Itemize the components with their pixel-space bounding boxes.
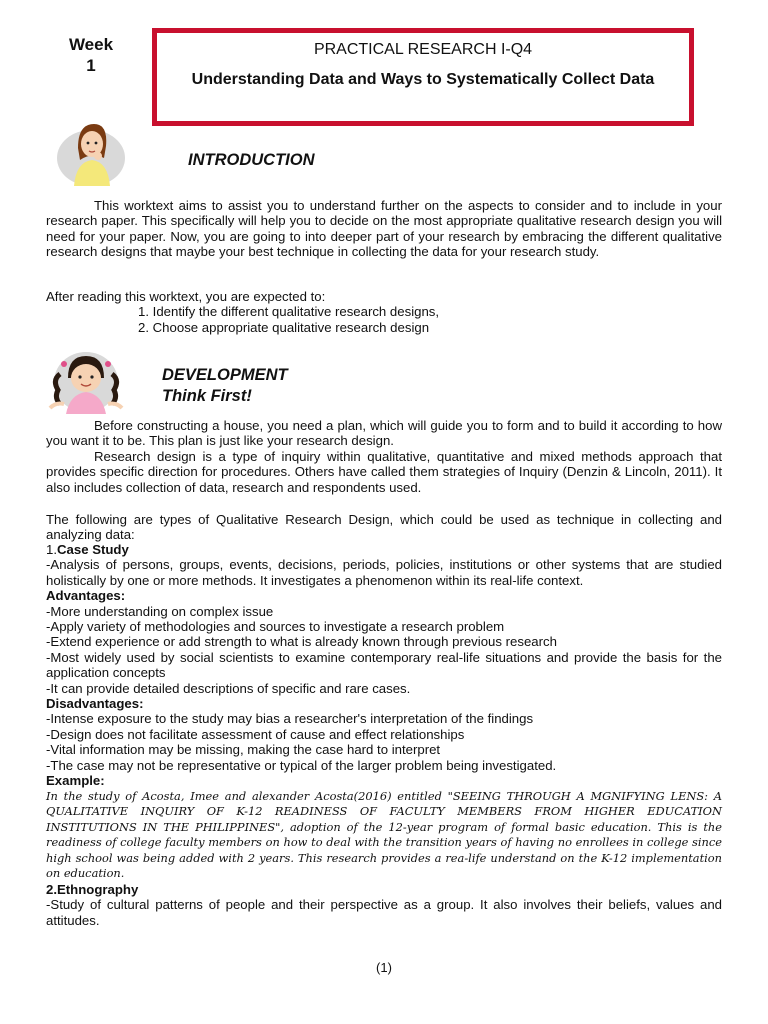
- advantage-item: -It can provide detailed descriptions of specific and rare cases.: [46, 680, 411, 696]
- development-heading-block: [162, 365, 288, 407]
- girl-pigtails-illustration: [46, 350, 126, 416]
- objectives-list: [46, 304, 722, 335]
- introduction-heading: INTRODUCTION: [188, 151, 315, 169]
- week-text: Week: [68, 35, 114, 54]
- objective-item: 1. Identify the different qualitative research designs,: [138, 304, 440, 320]
- development-subheading: Think First!: [162, 387, 252, 405]
- title-box: [152, 28, 694, 126]
- document-title: PRACTICAL RESEARCH I-Q4: [313, 41, 533, 58]
- disadvantages-label: Disadvantages:: [46, 696, 144, 712]
- advantage-item: -Most widely used by social scientists to examine contemporary real-life situations and provide the basis for the application concepts: [46, 649, 722, 681]
- week-number: 1: [86, 56, 96, 75]
- development-paragraph-1: Before constructing a house, you need a plan, which will guide you to form and to build it according to how you want it to be. This plan is just like your research design.: [46, 418, 722, 449]
- advantage-item: -More understanding on complex issue: [46, 603, 274, 619]
- advantage-item: -Apply variety of methodologies and sources to investigate a research problem: [46, 619, 505, 635]
- case-study-section: [46, 542, 722, 882]
- case-study-number: 1.: [46, 542, 57, 557]
- development-paragraph-2: Research design is a type of inquiry within qualitative, quantitative and mixed methods approach that provides specific direction for procedures. Others have called them strategies of Inquiry (Denzin & Lincoln, 2011). It also includes collection of data, research and respondents used.: [46, 449, 722, 495]
- week-label: [58, 34, 124, 76]
- ethnography-description: -Study of cultural patterns of people and their perspective as a group. It also involves their beliefs, values and attitudes.: [46, 897, 722, 928]
- example-label: Example:: [46, 773, 105, 789]
- example-text: In the study of Acosta, Imee and alexander Acosta(2016) entitled "SEEING THROUGH A MGNIFYING LENS: A QUALITATIVE INQUIRY OF K-12 READINESS OF FACULTY MEMBERS FROM HIGHER EDUCATION INSTITUTIONS IN THE PHILIPPINES", adoption of the 12-year program of formal basic education. This is the readiness of college faculty members on how to deal with the transition years of having no enrollees in college since high school was being added with 2 years. This research provides a rea-life understand on the K-12 implementation on education.: [46, 788, 722, 881]
- disadvantage-item: -Vital information may be missing, making the case hard to interpret: [46, 742, 441, 758]
- thinking-girl-illustration: [54, 118, 128, 190]
- document-subtitle: Understanding Data and Ways to Systematically Collect Data: [191, 71, 655, 88]
- disadvantage-item: -Intense exposure to the study may bias a researcher's interpretation of the findings: [46, 711, 534, 727]
- case-study-title-text: Case Study: [57, 542, 129, 557]
- advantages-label: Advantages:: [46, 588, 126, 604]
- objectives-block: [46, 289, 722, 335]
- disadvantage-item: -Design does not facilitate assessment of cause and effect relationships: [46, 726, 465, 742]
- page-number: (1): [376, 960, 392, 975]
- objectives-lead: After reading this worktext, you are expected to:: [46, 289, 326, 304]
- types-intro: The following are types of Qualitative Research Design, which could be used as technique in collecting and analyzing data:: [46, 512, 722, 543]
- ethnography-title: 2.Ethnography: [46, 882, 139, 897]
- ethnography-section: [46, 882, 722, 928]
- objective-item: 2. Choose appropriate qualitative research design: [138, 319, 430, 335]
- introduction-paragraph: This worktext aims to assist you to understand further on the aspects to consider and to include in your research paper. This specifically will help you to decide on the most appropriate qualitative research design you will need for your paper. Now, you are going to into deeper part of your research by embracing the different qualitative research designs that maybe your best technique in collecting the data for your research study.: [46, 198, 722, 260]
- case-study-title: [46, 542, 722, 557]
- case-study-description: -Analysis of persons, groups, events, decisions, periods, policies, institutions or other systems that are studied holistically by one or more methods. It investigates a phenomenon within its real-life context.: [46, 557, 722, 588]
- disadvantage-item: -The case may not be representative or typical of the larger problem being investigated.: [46, 757, 557, 773]
- advantage-item: -Extend experience or add strength to what is already known through previous research: [46, 634, 557, 650]
- development-heading: DEVELOPMENT: [162, 366, 288, 384]
